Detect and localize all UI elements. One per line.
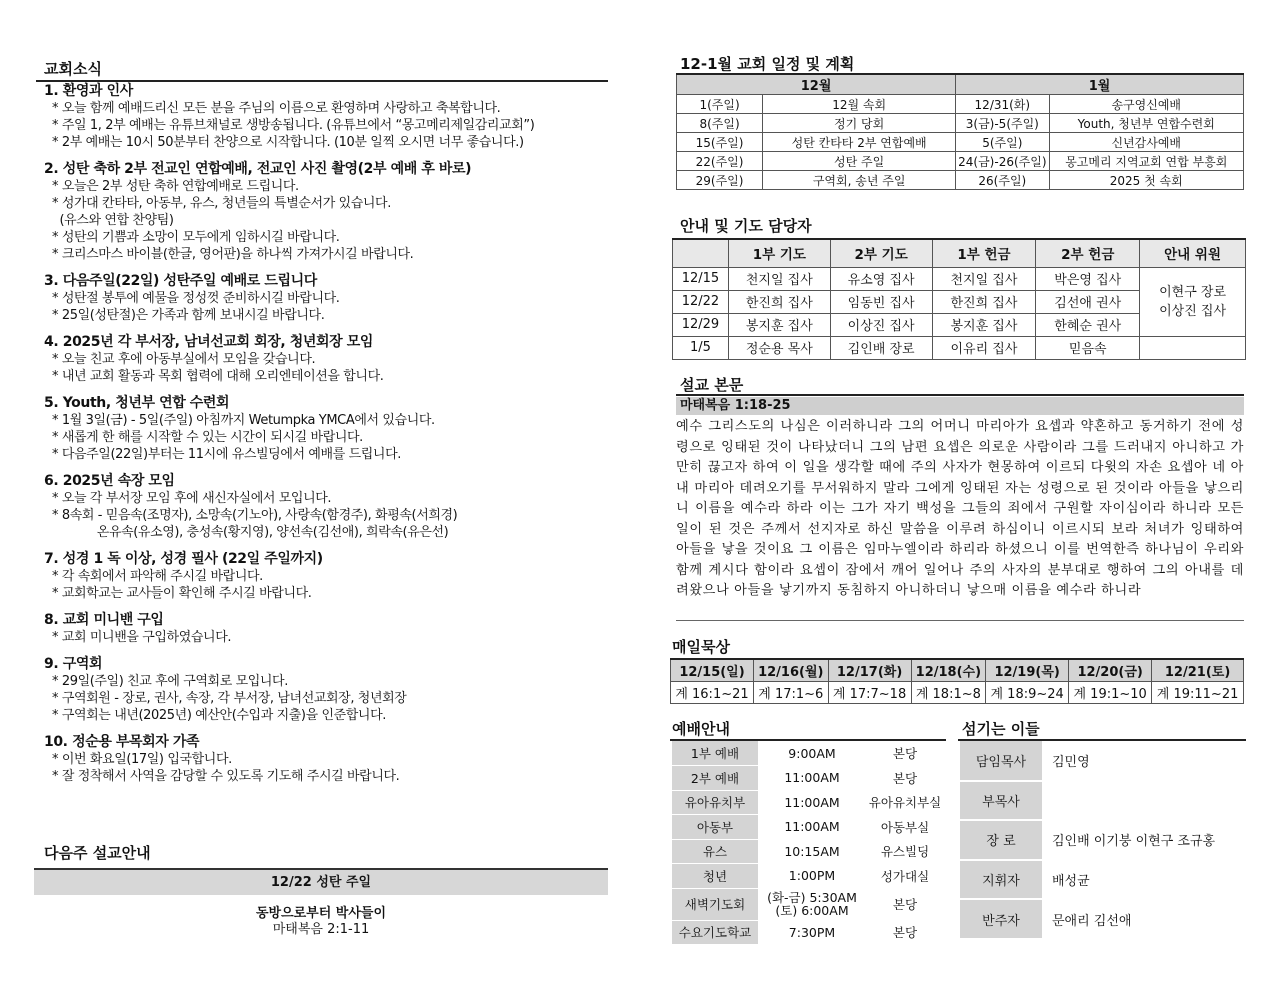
prayer-header: 1부 헌금 bbox=[932, 239, 1036, 267]
schedule-cell: 12/31(화) bbox=[956, 95, 1049, 114]
scripture-text: 예수 그리스도의 나심은 이러하니라 그의 어머니 마리아가 요셉과 약혼하고 동거하기 전에 성령으로 잉태된 것이 나타났더니 그의 남편 요셉은 의로운 사람이라 그를 드러내지 아니하고 가만히 끊고자 하여 이 일을 생각할 때에 주의 사자가 현몽하여 이르되 다윗의 자손 요셉아 네 아내 마리아 데려오기를 무서워하지 말라 그에게 잉태된 자는 성령으로 된 것이라 아들을 낳으리니 이름을 예수라 하라 이는 그가 자기 백성을 그들의 죄에서 구원할 자이심이라 하니라 모든 일이 된 것은 주께서 선지자로 하신 말씀을 이루려 하심이니 이르시되 보라 처녀가 잉태하여 아들을 낳을 것이요 그 이름은 임마누엘이라 하리라 하셨으니 이를 번역한즉 하나님이 우리와 함께 계시다 함이라 요셉이 잠에서 깨어 일어나 주의 사자의 분부대로 행하여 그의 아내를 데려왔으나 아들을 낳기까지 동침하지 아니하더니 낳으매 이름을 예수라 하니라 bbox=[676, 419, 1244, 598]
servant-row bbox=[960, 899, 1246, 939]
schedule-row bbox=[677, 95, 1244, 114]
usher-cell bbox=[1140, 267, 1246, 336]
schedule-row bbox=[677, 171, 1244, 190]
schedule-cell: 5(주일) bbox=[956, 133, 1049, 152]
worship-row bbox=[672, 888, 944, 920]
prayer-cell: 한혜순 권사 bbox=[1036, 313, 1140, 336]
scripture-title: 설교 본문 bbox=[680, 376, 744, 394]
news-line: * 잘 정착해서 사역을 감당할 수 있도록 기도해 주시길 바랍니다. bbox=[52, 769, 400, 784]
devotion-day: 12/16(월) bbox=[754, 659, 829, 681]
worship-cell: 본당 bbox=[892, 770, 918, 786]
worship-cell: 새벽기도회 bbox=[672, 888, 758, 920]
servant-names bbox=[1042, 781, 1246, 821]
prayer-cell: 김인배 장로 bbox=[830, 336, 932, 359]
devotion-passage: 계 16:1~21 bbox=[671, 681, 754, 703]
prayer-cell: 유소영 집사 bbox=[830, 267, 932, 290]
schedule-cell: 구역회, 송년 주일 bbox=[763, 171, 956, 190]
prayer-cell: 12/22 bbox=[673, 290, 729, 313]
news-item bbox=[44, 733, 614, 785]
worship-cell: 9:00AM bbox=[788, 745, 836, 761]
devotion-passage: 계 19:11~21 bbox=[1152, 681, 1244, 703]
schedule-cell: 3(금)-5(주일) bbox=[956, 114, 1049, 133]
news-line: * 1월 3일(금) - 5일(주일) 아침까지 Wetumpka YMCA에서 있습니다. bbox=[52, 413, 435, 428]
prayer-cell: 봉지훈 집사 bbox=[932, 313, 1036, 336]
news-heading: 7. 성경 1 독 이상, 성경 필사 (22일 주일까지) bbox=[44, 551, 323, 567]
news-item bbox=[44, 333, 614, 385]
schedule-cell: 22(주일) bbox=[677, 152, 763, 171]
prayer-cell: 이유리 집사 bbox=[932, 336, 1036, 359]
news-line: * 오늘은 2부 성탄 축하 연합예배로 드립니다. bbox=[52, 179, 299, 194]
schedule-cell: 송구영신예배 bbox=[1049, 95, 1243, 114]
schedule-cell: 26(주일) bbox=[956, 171, 1049, 190]
news-line: * 오늘 친교 후에 아동부실에서 모임을 갖습니다. bbox=[52, 352, 316, 367]
servant-role: 장 로 bbox=[960, 820, 1042, 860]
devotion-day: 12/18(수) bbox=[911, 659, 986, 681]
schedule-cell: 29(주일) bbox=[677, 171, 763, 190]
schedule-row bbox=[677, 152, 1244, 171]
servant-names: 배성균 bbox=[1052, 874, 1090, 890]
prayer-header bbox=[673, 239, 729, 267]
news-line: * 다음주일(22일)부터는 11시에 유스빌딩에서 예배를 드립니다. bbox=[52, 447, 401, 462]
schedule-cell: 정기 당회 bbox=[763, 114, 956, 133]
devotion-day: 12/17(화) bbox=[828, 659, 911, 681]
news-item bbox=[44, 272, 614, 324]
schedule-cell: 몽고메리 지역교회 연합 부흥회 bbox=[1049, 152, 1243, 171]
devotion-passage: 계 18:9~24 bbox=[986, 681, 1069, 703]
worship-time-sat: (토) 6:00AM bbox=[775, 903, 849, 918]
worship-cell: 유스빌딩 bbox=[880, 844, 930, 860]
schedule-title: 12-1월 교회 일정 및 계획 bbox=[680, 55, 855, 73]
news-heading: 10. 정순용 부목회자 가족 bbox=[44, 734, 200, 750]
worship-cell: 본당 bbox=[892, 925, 918, 941]
news-item bbox=[44, 82, 614, 151]
news-heading: 2. 성탄 축하 2부 전교인 연합예배, 전교인 사진 촬영(2부 예배 후 바로) bbox=[44, 161, 472, 177]
devotion-day: 12/19(목) bbox=[986, 659, 1069, 681]
prayer-header: 2부 기도 bbox=[830, 239, 932, 267]
prayer-cell: 1/5 bbox=[673, 336, 729, 359]
worship-cell: 본당 bbox=[892, 746, 918, 761]
servants-table bbox=[960, 741, 1246, 940]
news-line: * 오늘 각 부서장 모임 후에 새신자실에서 모입니다. bbox=[52, 491, 332, 506]
worship-cell: 2부 예배 bbox=[672, 766, 758, 791]
news-heading: 3. 다음주일(22일) 성탄주일 예배로 드립니다 bbox=[44, 273, 317, 289]
prayer-cell: 12/29 bbox=[673, 313, 729, 336]
news-line: * 주일 1, 2부 예배는 유튜브채널로 생방송됩니다. (유튜브에서 “몽고메리제일감리교회”) bbox=[52, 118, 535, 133]
next-sermon-reference: 마태복음 2:1-11 bbox=[272, 922, 370, 937]
news-line: * 성가대 칸타타, 아동부, 유스, 청년들의 특별순서가 있습니다. bbox=[52, 196, 391, 211]
news-line: * 크리스마스 바이블(한글, 영어판)을 하나씩 가져가시길 바랍니다. bbox=[52, 247, 414, 262]
schedule-cell: 15(주일) bbox=[677, 133, 763, 152]
prayer-table bbox=[672, 238, 1246, 360]
news-heading: 5. Youth, 청년부 연합 수련회 bbox=[44, 395, 230, 411]
servant-names: 김인배 이기붕 이현구 조규홍 bbox=[1052, 834, 1216, 850]
worship-row bbox=[672, 790, 944, 815]
next-sermon-name: 동방으로부터 박사들이 bbox=[255, 906, 387, 921]
prayer-cell: 천지일 집사 bbox=[728, 267, 830, 290]
news-line: * 2부 예배는 10시 50분부터 찬양으로 시작합니다. (10분 일찍 오시면 너무 좋습니다.) bbox=[52, 135, 524, 150]
news-line: * 교회 미니밴을 구입하였습니다. bbox=[52, 630, 232, 645]
news-line: * 구역회원 - 장로, 권사, 속장, 각 부서장, 남녀선교회장, 청년회장 bbox=[52, 691, 407, 706]
worship-row bbox=[672, 815, 944, 840]
worship-cell: 수요기도학교 bbox=[672, 920, 758, 945]
devotion-title: 매일묵상 bbox=[672, 638, 730, 656]
news-line: * 오늘 함께 예배드리신 모든 분을 주님의 이름으로 환영하며 사랑하고 축복합니다. bbox=[52, 101, 501, 116]
worship-cell: 유아유치부 bbox=[672, 790, 758, 815]
prayer-cell: 박은영 집사 bbox=[1036, 267, 1140, 290]
prayer-cell: 봉지훈 집사 bbox=[728, 313, 830, 336]
devotion-passage: 계 19:1~10 bbox=[1069, 681, 1152, 703]
schedule-month-dec: 12월 bbox=[677, 74, 956, 95]
news-item bbox=[44, 472, 614, 541]
devotion-passage: 계 18:1~8 bbox=[911, 681, 986, 703]
news-line: * 이번 화요일(17일) 입국합니다. bbox=[52, 752, 232, 767]
prayer-row bbox=[673, 267, 1246, 290]
worship-cell: 유스 bbox=[672, 839, 758, 864]
prayer-cell: 믿음속 bbox=[1036, 336, 1140, 359]
scripture-divider bbox=[676, 394, 1244, 396]
prayer-cell: 한진희 집사 bbox=[932, 290, 1036, 313]
devotion-passage: 계 17:1~6 bbox=[754, 681, 829, 703]
news-heading: 6. 2025년 속장 모임 bbox=[44, 473, 175, 489]
news-line: * 교회학교는 교사들이 확인해 주시길 바랍니다. bbox=[52, 586, 312, 601]
schedule-row bbox=[677, 133, 1244, 152]
prayer-cell: 정순용 목사 bbox=[728, 336, 830, 359]
schedule-month-jan: 1월 bbox=[956, 74, 1244, 95]
schedule-cell: 2025 첫 속회 bbox=[1049, 171, 1243, 190]
news-line: * 각 속회에서 파악해 주시길 바랍니다. bbox=[52, 569, 263, 584]
servants-title: 섬기는 이들 bbox=[962, 720, 1040, 738]
news-item bbox=[44, 550, 614, 602]
news-line: * 내년 교회 활동과 목회 협력에 대해 오리엔테이션을 합니다. bbox=[52, 369, 384, 384]
usher-name: 이상진 집사 bbox=[1159, 303, 1227, 319]
prayer-cell: 한진희 집사 bbox=[728, 290, 830, 313]
worship-cell bbox=[758, 888, 866, 920]
servant-names: 김민영 bbox=[1052, 755, 1090, 771]
news-line: * 성탄의 기쁨과 소망이 모두에게 임하시길 바랍니다. bbox=[52, 230, 340, 245]
prayer-cell: 천지일 집사 bbox=[932, 267, 1036, 290]
news-line: * 구역회는 내년(2025년) 예산안(수입과 지출)을 인준합니다. bbox=[52, 708, 386, 723]
devotion-table bbox=[670, 658, 1244, 704]
news-heading: 1. 환영과 인사 bbox=[44, 83, 133, 99]
news-line: * 성탄절 봉투에 예물을 정성껏 준비하시길 바랍니다. bbox=[52, 291, 340, 306]
servant-row bbox=[960, 741, 1246, 781]
devotion-day: 12/20(금) bbox=[1069, 659, 1152, 681]
worship-row bbox=[672, 839, 944, 864]
devotion-day: 12/15(일) bbox=[671, 659, 754, 681]
devotion-day: 12/21(토) bbox=[1152, 659, 1244, 681]
news-item bbox=[44, 394, 614, 463]
worship-cell: 7:30PM bbox=[788, 924, 836, 940]
news-heading: 9. 구역회 bbox=[44, 656, 103, 672]
servant-row bbox=[960, 781, 1246, 821]
schedule-row bbox=[677, 114, 1244, 133]
worship-cell: 아동부 bbox=[672, 815, 758, 840]
news-line: * 25일(성탄절)은 가족과 함께 보내시길 바랍니다. bbox=[52, 308, 325, 323]
worship-cell: 본당 bbox=[892, 897, 918, 912]
prayer-title: 안내 및 기도 담당자 bbox=[680, 217, 812, 235]
worship-cell: 1부 예배 bbox=[672, 741, 758, 766]
usher-empty bbox=[1140, 336, 1246, 359]
news-item bbox=[44, 655, 614, 724]
servant-row bbox=[960, 860, 1246, 900]
news-line: * 새롭게 한 해를 시작할 수 있는 시간이 되시길 바랍니다. bbox=[52, 430, 363, 445]
servant-role: 반주자 bbox=[960, 899, 1042, 939]
worship-row bbox=[672, 741, 944, 766]
servant-role: 지휘자 bbox=[960, 860, 1042, 900]
schedule-cell: 12월 속회 bbox=[763, 95, 956, 114]
scripture-reference: 마태복음 1:18-25 bbox=[676, 397, 1244, 415]
prayer-header: 2부 헌금 bbox=[1036, 239, 1140, 267]
news-heading: 4. 2025년 각 부서장, 남녀선교회 회장, 청년회장 모임 bbox=[44, 334, 374, 350]
news-line: * 29일(주일) 친교 후에 구역회로 모입니다. bbox=[52, 674, 288, 689]
worship-row bbox=[672, 864, 944, 889]
servant-row bbox=[960, 820, 1246, 860]
worship-cell: 성가대실 bbox=[880, 868, 930, 884]
worship-cell: 11:00AM bbox=[784, 794, 840, 810]
worship-row bbox=[672, 766, 944, 791]
schedule-cell: 24(금)-26(주일) bbox=[956, 152, 1049, 171]
servant-role: 담임목사 bbox=[960, 741, 1042, 781]
schedule-table bbox=[676, 73, 1244, 190]
next-sermon-date: 12/22 성탄 주일 bbox=[34, 868, 608, 895]
schedule-cell: 1(주일) bbox=[677, 95, 763, 114]
schedule-cell: Youth, 청년부 연합수련회 bbox=[1049, 114, 1243, 133]
worship-cell: 10:15AM bbox=[784, 843, 840, 859]
prayer-row bbox=[673, 336, 1246, 359]
worship-time: (화-금) 5:30AM bbox=[767, 890, 857, 905]
news-line: (유스와 연합 찬양팀) bbox=[52, 213, 174, 228]
schedule-cell: 신년감사예배 bbox=[1049, 133, 1243, 152]
prayer-cell: 이상진 집사 bbox=[830, 313, 932, 336]
worship-cell: 11:00AM bbox=[784, 770, 840, 786]
schedule-cell: 8(주일) bbox=[677, 114, 763, 133]
devotion-passage: 계 17:7~18 bbox=[828, 681, 911, 703]
prayer-cell: 임동빈 집사 bbox=[830, 290, 932, 313]
prayer-header: 안내 위원 bbox=[1140, 239, 1246, 267]
news-item bbox=[44, 160, 614, 263]
news-title: 교회소식 bbox=[44, 60, 102, 78]
worship-cell: 11:00AM bbox=[784, 819, 840, 835]
next-sermon-title: 다음주 설교안내 bbox=[44, 844, 151, 862]
usher-name: 이현구 장로 bbox=[1159, 284, 1227, 300]
worship-cell: 1:00PM bbox=[788, 868, 836, 884]
prayer-cell: 김선애 권사 bbox=[1036, 290, 1140, 313]
news-heading: 8. 교회 미니밴 구입 bbox=[44, 612, 164, 628]
worship-row bbox=[672, 920, 944, 945]
worship-cell: 유아유치부실 bbox=[868, 795, 942, 811]
schedule-cell: 성탄 주일 bbox=[763, 152, 956, 171]
news-line: 온유속(유소영), 충성속(황지영), 양선속(김선애), 희락속(유은선) bbox=[52, 525, 449, 540]
worship-cell: 청년 bbox=[672, 864, 758, 889]
schedule-cell: 성탄 칸타타 2부 연합예배 bbox=[763, 133, 956, 152]
worship-cell: 아동부실 bbox=[880, 819, 930, 835]
servant-role: 부목사 bbox=[960, 781, 1042, 821]
prayer-header: 1부 기도 bbox=[728, 239, 830, 267]
news-list bbox=[44, 82, 614, 794]
worship-title: 예배안내 bbox=[672, 720, 730, 738]
news-item bbox=[44, 611, 614, 646]
news-line: * 8속회 - 믿음속(조명자), 소망속(기노아), 사랑속(함경주), 화평속(서희경) bbox=[52, 508, 458, 523]
prayer-cell: 12/15 bbox=[673, 267, 729, 290]
worship-table bbox=[672, 741, 944, 945]
servant-names: 문애리 김선애 bbox=[1052, 913, 1132, 929]
